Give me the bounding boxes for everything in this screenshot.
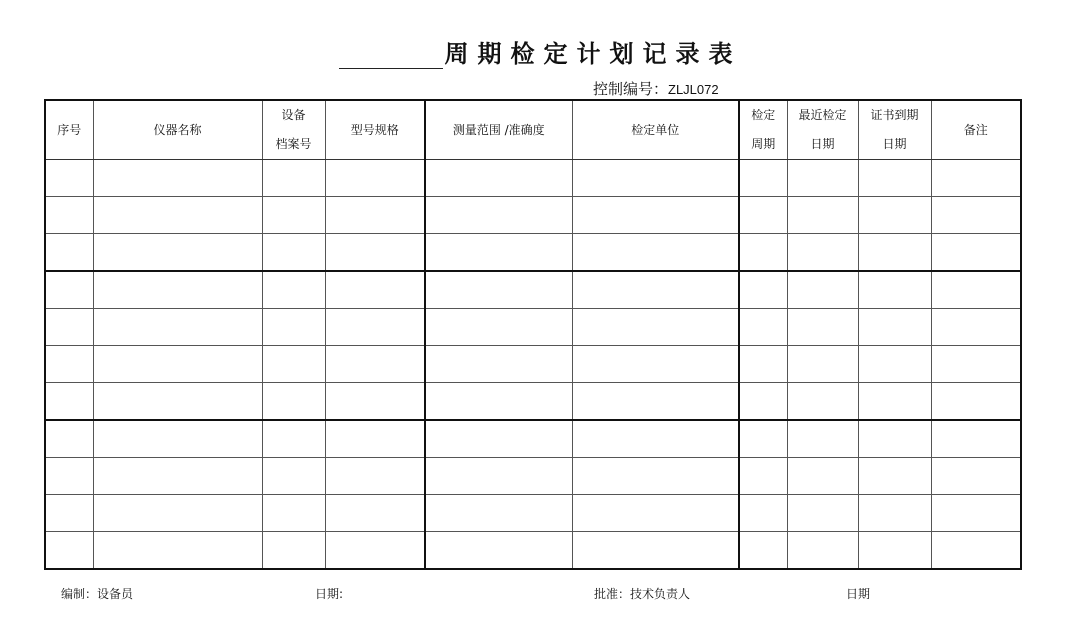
table-row	[45, 271, 1021, 309]
table-cell[interactable]	[325, 383, 425, 421]
table-cell[interactable]	[93, 532, 262, 570]
table-cell[interactable]	[425, 346, 572, 383]
table-cell[interactable]	[572, 160, 739, 197]
table-cell[interactable]	[739, 458, 787, 495]
table-cell[interactable]	[858, 346, 931, 383]
table-cell[interactable]	[572, 420, 739, 458]
table-body	[45, 160, 1021, 570]
table-row	[45, 160, 1021, 197]
table-cell[interactable]	[572, 234, 739, 272]
header-recent-line1: 最近检定	[798, 108, 847, 122]
table-cell[interactable]	[858, 383, 931, 421]
table-cell[interactable]	[572, 309, 739, 346]
header-seq: 序号	[45, 100, 93, 160]
table-cell[interactable]	[787, 420, 858, 458]
table-cell[interactable]	[325, 234, 425, 272]
table-cell[interactable]	[325, 271, 425, 309]
table-cell[interactable]	[93, 160, 262, 197]
table-cell[interactable]	[739, 160, 787, 197]
table-cell[interactable]	[572, 197, 739, 234]
record-table	[44, 99, 1022, 570]
table-cell[interactable]	[425, 234, 572, 272]
table-cell[interactable]	[93, 309, 262, 346]
table-cell[interactable]	[93, 234, 262, 272]
table-cell[interactable]	[572, 532, 739, 570]
table-cell[interactable]	[787, 346, 858, 383]
table-cell[interactable]	[572, 458, 739, 495]
table-cell[interactable]	[325, 458, 425, 495]
table-cell[interactable]	[262, 197, 325, 234]
table-cell[interactable]	[858, 234, 931, 272]
header-archive-line1: 设备	[281, 108, 306, 122]
table-cell[interactable]	[931, 271, 1021, 309]
table-cell[interactable]	[262, 495, 325, 532]
table-cell[interactable]	[858, 271, 931, 309]
header-cycle	[739, 100, 787, 160]
table-cell[interactable]	[45, 234, 93, 272]
table-cell[interactable]	[93, 346, 262, 383]
table-cell[interactable]	[931, 383, 1021, 421]
table-row	[45, 420, 1021, 458]
table-cell[interactable]	[787, 495, 858, 532]
title-text: 周期检定计划记录表	[444, 40, 742, 68]
header-row	[45, 100, 1021, 160]
footer-date-2: 日期	[846, 587, 871, 601]
table-cell[interactable]	[262, 271, 325, 309]
table-cell[interactable]	[325, 197, 425, 234]
table-cell[interactable]	[325, 309, 425, 346]
table-cell[interactable]	[45, 271, 93, 309]
table-cell[interactable]	[787, 309, 858, 346]
table-cell[interactable]	[739, 309, 787, 346]
table-cell[interactable]	[425, 197, 572, 234]
table-cell[interactable]	[931, 197, 1021, 234]
table-cell[interactable]	[45, 532, 93, 570]
table-cell[interactable]	[739, 234, 787, 272]
table-cell[interactable]	[45, 346, 93, 383]
document-title	[0, 34, 1080, 69]
table-cell[interactable]	[572, 271, 739, 309]
table-cell[interactable]	[787, 197, 858, 234]
table-cell[interactable]	[93, 420, 262, 458]
control-number-code: ZLJL072	[668, 82, 719, 97]
control-number-label: 控制编号：	[593, 80, 669, 98]
table-row	[45, 495, 1021, 532]
header-range-accuracy: 测量范围 /准确度	[425, 100, 572, 160]
footer-date-1: 日期:	[315, 587, 344, 601]
table-cell[interactable]	[262, 383, 325, 421]
table-cell[interactable]	[739, 197, 787, 234]
header-expiry-line2: 日期	[882, 137, 907, 151]
table-cell[interactable]	[931, 309, 1021, 346]
table-cell[interactable]	[262, 420, 325, 458]
header-recent-line2: 日期	[810, 137, 835, 151]
table-cell[interactable]	[262, 309, 325, 346]
table-cell[interactable]	[425, 383, 572, 421]
table-cell[interactable]	[931, 160, 1021, 197]
header-model: 型号规格	[325, 100, 425, 160]
table-row	[45, 458, 1021, 495]
table-cell[interactable]	[931, 532, 1021, 570]
table-cell[interactable]	[425, 271, 572, 309]
table-cell[interactable]	[93, 383, 262, 421]
table-cell[interactable]	[739, 346, 787, 383]
header-archive-no	[262, 100, 325, 160]
table-cell[interactable]	[425, 458, 572, 495]
table-cell[interactable]	[858, 160, 931, 197]
table-row	[45, 197, 1021, 234]
header-recent-date	[787, 100, 858, 160]
table-cell[interactable]	[93, 271, 262, 309]
table-cell[interactable]	[739, 383, 787, 421]
table-cell[interactable]	[93, 197, 262, 234]
table-cell[interactable]	[858, 458, 931, 495]
header-calibration-unit: 检定单位	[572, 100, 739, 160]
table-cell[interactable]	[931, 420, 1021, 458]
table-cell[interactable]	[262, 346, 325, 383]
table-cell[interactable]	[262, 458, 325, 495]
table-cell[interactable]	[572, 383, 739, 421]
table-row	[45, 346, 1021, 383]
table-cell[interactable]	[858, 495, 931, 532]
table-cell[interactable]	[425, 495, 572, 532]
table-row	[45, 532, 1021, 570]
table-cell[interactable]	[787, 383, 858, 421]
table-cell[interactable]	[787, 458, 858, 495]
table-cell[interactable]	[45, 197, 93, 234]
table-cell[interactable]	[931, 495, 1021, 532]
table-row	[45, 234, 1021, 272]
table-cell[interactable]	[858, 420, 931, 458]
table-cell[interactable]	[262, 234, 325, 272]
table-cell[interactable]	[325, 346, 425, 383]
table-cell[interactable]	[425, 532, 572, 570]
table-cell[interactable]	[572, 495, 739, 532]
header-instrument-name: 仪器名称	[93, 100, 262, 160]
table-cell[interactable]	[931, 346, 1021, 383]
table-cell[interactable]	[739, 532, 787, 570]
table-row	[45, 383, 1021, 421]
footer-compiled-by: 编制：设备员	[61, 587, 134, 601]
table-cell[interactable]	[45, 383, 93, 421]
table-cell[interactable]	[45, 420, 93, 458]
table-cell[interactable]	[787, 234, 858, 272]
table-cell[interactable]	[262, 532, 325, 570]
header-expiry-date	[858, 100, 931, 160]
table-cell[interactable]	[425, 309, 572, 346]
header-expiry-line1: 证书到期	[870, 108, 919, 122]
table-cell[interactable]	[45, 160, 93, 197]
table-cell[interactable]	[45, 309, 93, 346]
table-cell[interactable]	[325, 420, 425, 458]
table-cell[interactable]	[739, 271, 787, 309]
table-cell[interactable]	[262, 160, 325, 197]
table-cell[interactable]	[931, 234, 1021, 272]
table-cell[interactable]	[325, 495, 425, 532]
header-cycle-line2: 周期	[751, 137, 776, 151]
table-cell[interactable]	[787, 532, 858, 570]
table-cell[interactable]	[739, 495, 787, 532]
table-cell[interactable]	[858, 309, 931, 346]
table-cell[interactable]	[325, 532, 425, 570]
table-cell[interactable]	[325, 160, 425, 197]
table-cell[interactable]	[787, 271, 858, 309]
table-cell[interactable]	[739, 420, 787, 458]
footer-approved-by: 批准：技术负责人	[594, 587, 691, 601]
table-cell[interactable]	[858, 532, 931, 570]
table-cell[interactable]	[858, 197, 931, 234]
header-archive-line2: 档案号	[275, 137, 312, 151]
header-cycle-line1: 检定	[751, 108, 776, 122]
table-row	[45, 309, 1021, 346]
table-cell[interactable]	[425, 420, 572, 458]
table-cell[interactable]	[787, 160, 858, 197]
table-cell[interactable]	[93, 495, 262, 532]
control-number	[593, 78, 719, 99]
table-cell[interactable]	[572, 346, 739, 383]
table-cell[interactable]	[45, 458, 93, 495]
header-remark: 备注	[931, 100, 1021, 160]
table-cell[interactable]	[425, 160, 572, 197]
table-cell[interactable]	[45, 495, 93, 532]
table-cell[interactable]	[931, 458, 1021, 495]
table-cell[interactable]	[93, 458, 262, 495]
title-blank-line[interactable]	[339, 42, 443, 69]
